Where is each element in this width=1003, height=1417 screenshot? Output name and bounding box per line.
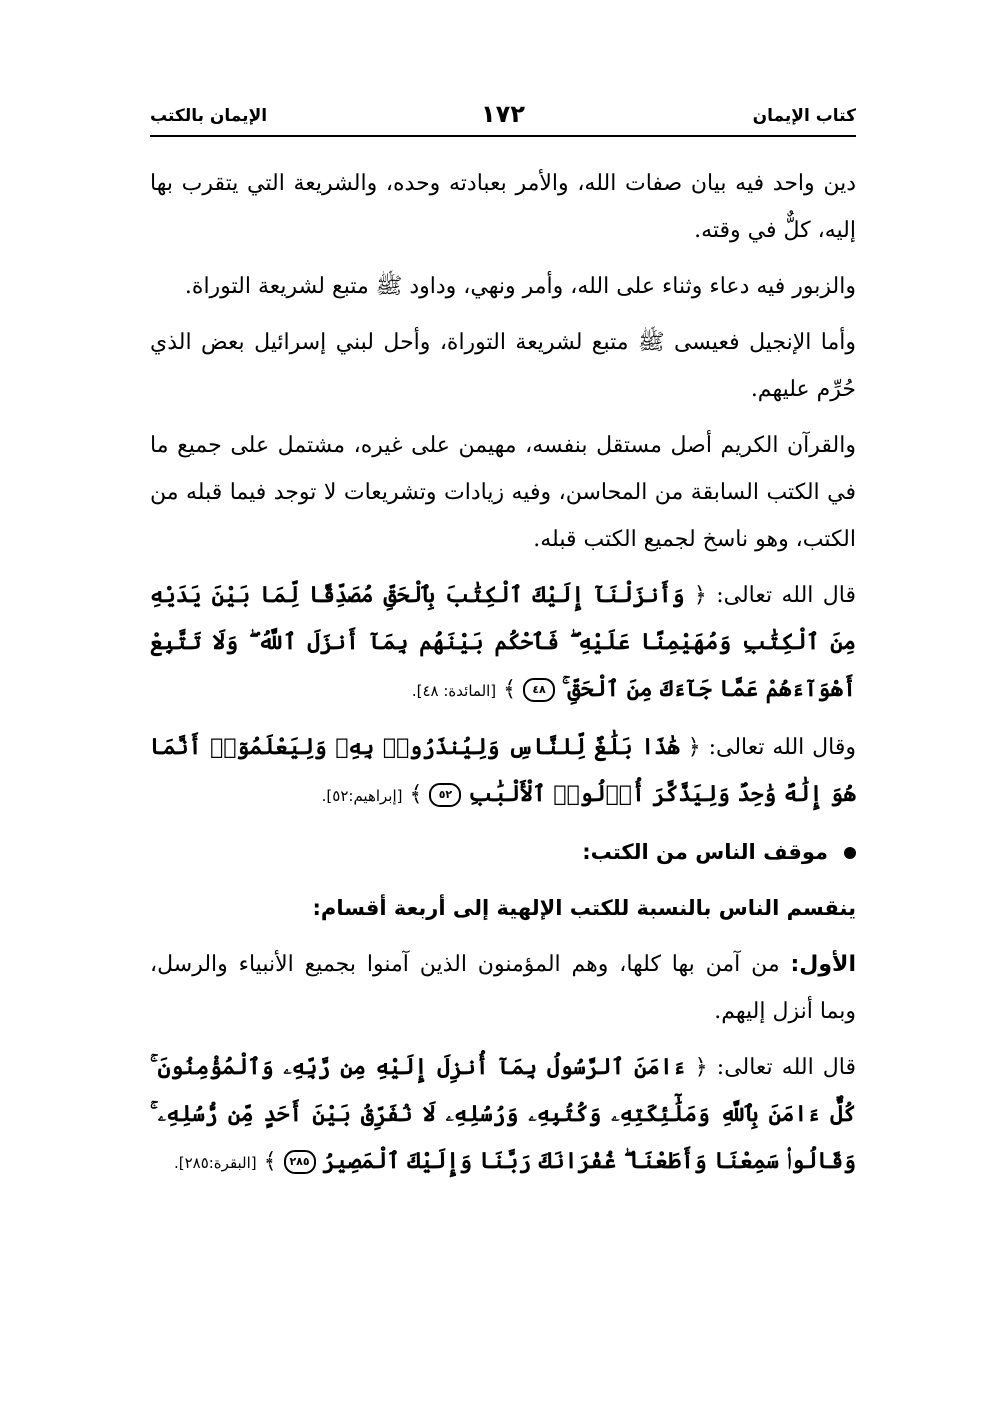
quote-close-bracket: ﴾ — [409, 782, 423, 807]
bullet-icon — [844, 847, 856, 859]
section-heading-text: موقف الناس من الكتب: — [582, 840, 828, 864]
ayah-number-marker: ٢٨٥ — [284, 1150, 316, 1174]
item-label: الأول: — [790, 952, 856, 977]
paragraph: والزبور فيه دعاء وثناء على الله، وأمر ونهي، وداود ﷺ متبع لشريعة التوراة. — [184, 274, 856, 299]
quran-quote — [150, 1044, 856, 1187]
page-number: ١٧٢ — [481, 100, 525, 128]
page-body — [150, 160, 856, 1196]
quote-open-bracket: ﴿ — [687, 735, 701, 760]
item-text: من آمن بها كلها، وهم المؤمنون الذين آمنوا بجميع الأنبياء والرسل، وبما أنزل إليهم. — [150, 952, 856, 1024]
book-title: كتاب الإيمان — [752, 106, 856, 126]
paragraph: دين واحد فيه بيان صفات الله، والأمر بعبادته وحده، والشريعة التي يتقرب بها إليه، كلٌّ في وقته. — [150, 171, 856, 243]
paragraph: والقرآن الكريم أصل مستقل بنفسه، مهيمن على غيره، مشتمل على جميع ما في الكتب السابقة من المحاسن، وفيه زيادات وتشريعات لا توجد فيما قبله من الكتب، وهو ناسخ لجميع الكتب قبله. — [150, 433, 856, 552]
paragraph — [150, 941, 856, 1035]
subheading: ينقسم الناس بالنسبة للكتب الإلهية إلى أربعة أقسام: — [312, 896, 856, 920]
verse-reference: [إبراهيم:٥٢]. — [321, 787, 403, 805]
quran-quote — [150, 572, 856, 715]
quote-close-bracket: ﴾ — [503, 677, 517, 702]
quote-close-bracket: ﴾ — [263, 1149, 277, 1174]
chapter-title: الإيمان بالكتب — [150, 106, 268, 126]
verse-text: هَٰذَا بَلَٰغٌ لِّلنَّاسِ وَلِيُنذَرُوا۟ بِهِۦ وَلِيَعْلَمُوٓا۟ أَنَّمَا هُوَ إِلَٰهٌ وَٰحِدٌ وَلِيَذَّكَّرَ أُو۟لُوا۟ ٱلْأَلْبَٰبِ — [150, 734, 856, 807]
verse-reference: [المائدة: ٤٨]. — [411, 682, 497, 700]
page-header — [150, 100, 856, 128]
ayah-number-marker: ٥٢ — [429, 783, 461, 807]
quote-open-bracket: ﴿ — [693, 583, 707, 608]
quote-intro: قال الله تعالى: — [716, 1055, 857, 1080]
header-divider — [150, 135, 856, 137]
quote-open-bracket: ﴿ — [694, 1055, 708, 1080]
quote-intro: وقال الله تعالى: — [708, 735, 856, 760]
quran-quote — [150, 724, 856, 820]
verse-reference: [البقرة:٢٨٥]. — [173, 1154, 257, 1172]
quote-intro: قال الله تعالى: — [716, 583, 857, 608]
paragraph: وأما الإنجيل فعيسى ﷺ متبع لشريعة التوراة، وأحل لبني إسرائيل بعض الذي حُرِّم عليهم. — [150, 330, 856, 402]
verse-text: وَأَنزَلْنَآ إِلَيْكَ ٱلْكِتَٰبَ بِٱلْحَقِّ مُصَدِّقًا لِّمَا بَيْنَ يَدَيْهِ مِنَ ٱلْكِتَٰبِ وَمُهَيْمِنًا عَلَيْهِ ۖ فَٱحْكُم بَيْنَهُم بِمَآ أَنزَلَ ٱللَّهُ ۖ وَلَا تَتَّبِعْ أَهْوَآءَهُمْ عَمَّا جَآءَكَ مِنَ ٱلْحَقِّ ۚ — [150, 582, 856, 702]
section-heading — [150, 829, 856, 876]
ayah-number-marker: ٤٨ — [523, 678, 555, 702]
verse-text: ءَامَنَ ٱلرَّسُولُ بِمَآ أُنزِلَ إِلَيْهِ مِن رَّبِّهِۦ وَٱلْمُؤْمِنُونَ ۚ كُلٌّ ءَامَنَ بِٱللَّهِ وَمَلَٰٓئِكَتِهِۦ وَكُتُبِهِۦ وَرُسُلِهِۦ لَا نُفَرِّقُ بَيْنَ أَحَدٍ مِّن رُّسُلِهِۦ ۚ وَقَالُوا۟ سَمِعْنَا وَأَطَعْنَا ۖ غُفْرَانَكَ رَبَّنَا وَإِلَيْكَ ٱلْمَصِيرُ — [150, 1054, 856, 1174]
